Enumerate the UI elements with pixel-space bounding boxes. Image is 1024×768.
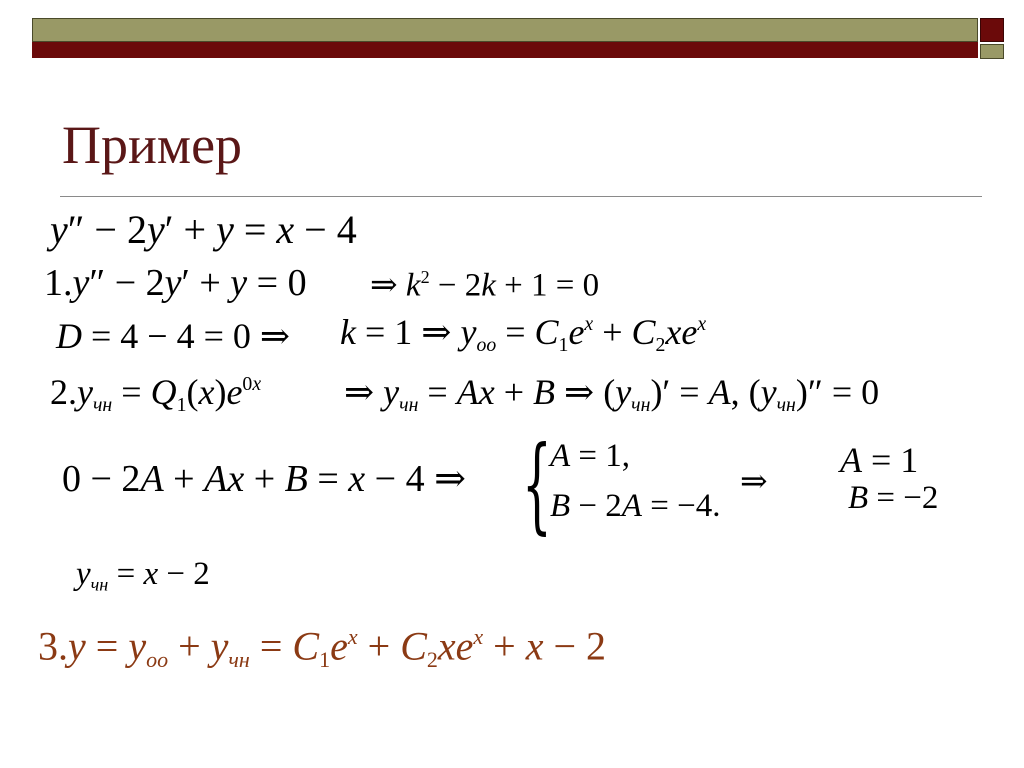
implies-arrow: ⇒ xyxy=(740,464,768,500)
equation-line: y″ − 2y′ + y = x − 4 xyxy=(50,207,357,252)
discriminant-line: D = 4 − 4 = 0 ⇒ xyxy=(56,316,291,356)
header-square-olive xyxy=(980,44,1004,59)
system-line-2: B − 2A = −4. xyxy=(550,488,721,524)
header-bar-olive xyxy=(32,18,978,42)
title-divider xyxy=(60,196,982,197)
header-bar-maroon xyxy=(32,42,978,58)
solution-B: B = −2 xyxy=(848,480,939,516)
particular-result: $y_{чн} = x - 2$ xyxy=(76,556,210,595)
step1-homogeneous: 1.y″ − 2y′ + y = 0 xyxy=(44,262,307,304)
step1-characteristic: ⇒ $k^2 - 2k + 1 = 0$ xyxy=(370,267,600,304)
solution-A: A = 1 xyxy=(840,440,919,480)
system-line-1: A = 1, xyxy=(550,438,631,474)
slide-title: Пример xyxy=(62,115,243,175)
general-solution-line: k = 1 ⇒ $y_{оо} = C_1e^x + C_2xe^x$ xyxy=(340,312,707,356)
step2-derivatives: ⇒ $y_{чн} = Ax + B$ ⇒ $(y_{чн})' = A$, $(y_{чн})'' = 0$ xyxy=(344,372,880,416)
substitution-line: 0 − 2A + Ax + B = x − 4 ⇒ xyxy=(62,458,466,500)
step2-particular-form: $2.y_{чн} = Q_1(x)e^{0x}$ xyxy=(50,372,262,416)
header-square-maroon xyxy=(980,18,1004,42)
final-solution: $3.y = y_{оо} + y_{чн} = C_1e^x + C_2xe^x + x - 2$ xyxy=(38,623,607,673)
system-brace: { xyxy=(522,423,552,545)
